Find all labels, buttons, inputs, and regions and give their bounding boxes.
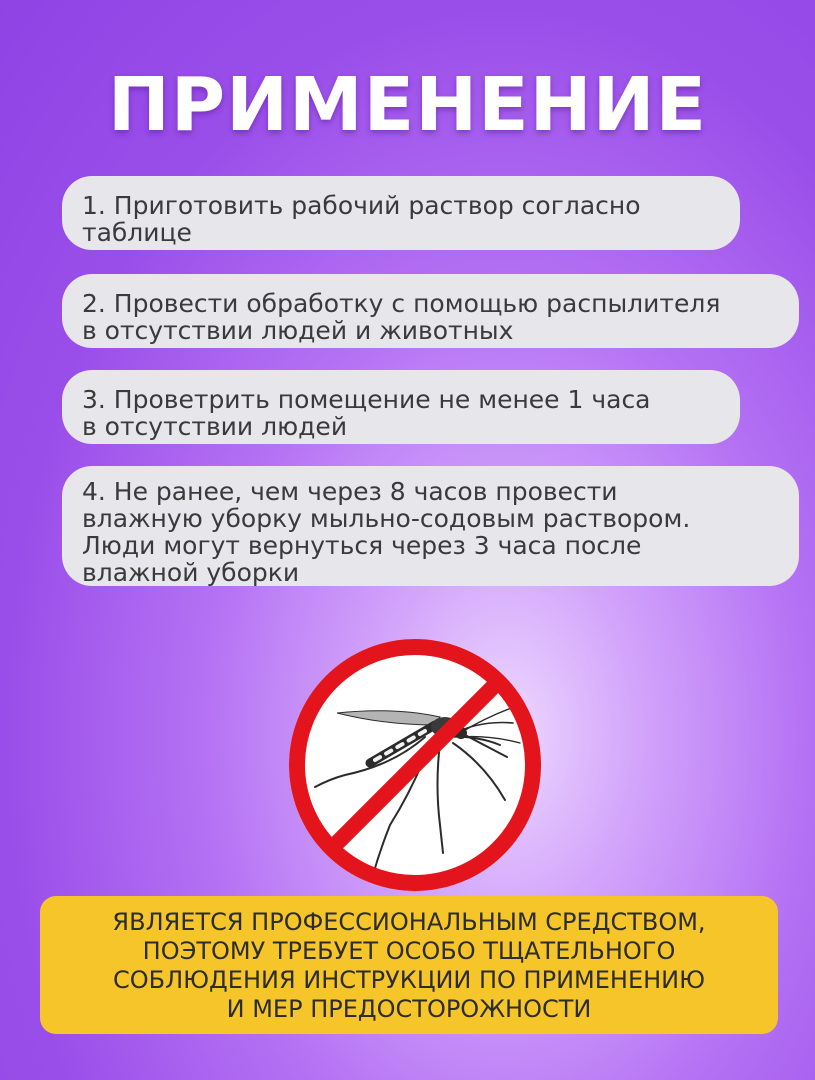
warning-notice: ЯВЛЯЕТСЯ ПРОФЕССИОНАЛЬНЫМ СРЕДСТВОМ, ПОЭТОМУ ТРЕБУЕТ ОСОБО ТЩАТЕЛЬНОГО СОБЛЮДЕНИЯ ИНСТРУКЦИИ ПО ПРИМЕНЕНИЮ И МЕР ПРЕДОСТОРОЖНОСТИ [40, 896, 778, 1034]
step-1-box [62, 176, 740, 250]
step-2-text: 2. Провести обработку с помощью распылителя в отсутствии людей и животных [82, 289, 721, 345]
page-title: ПРИМЕНЕНИЕ [107, 62, 708, 148]
step-2-box [62, 274, 799, 348]
step-4-box [62, 466, 799, 586]
no-mosquito-icon [275, 625, 555, 905]
step-4-text: 4. Не ранее, чем через 8 часов провести влажную уборку мыльно-содовым раствором. Люди могут вернуться через 3 часа после влажной уборки [82, 477, 691, 587]
step-3-text: 3. Проветрить помещение не менее 1 часа в отсутствии людей [82, 385, 651, 441]
step-1-text: 1. Приготовить рабочий раствор согласно таблице [82, 191, 641, 247]
step-3-box [62, 370, 740, 444]
